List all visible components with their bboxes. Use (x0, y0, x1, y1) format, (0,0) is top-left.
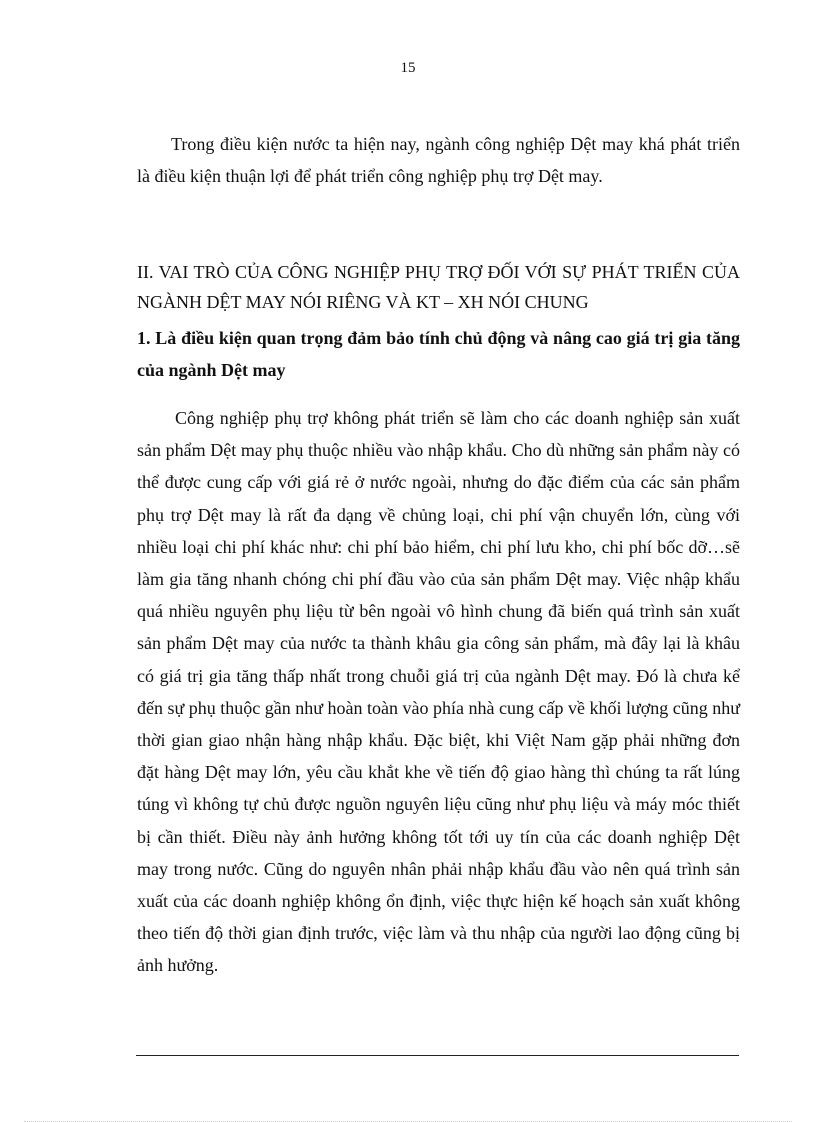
footer-divider (136, 1055, 739, 1056)
page-number: 15 (400, 60, 416, 76)
body-paragraph: Công nghiệp phụ trợ không phát triển sẽ làm cho các doanh nghiệp sản xuất sản phẩm Dệt may phụ thuộc nhiều vào nhập khẩu. Cho dù những sản phẩm này có thể được cung cấp với giá rẻ ở nước ngoài, nhưng do đặc điểm của các sản phẩm phụ trợ Dệt may là rất đa dạng về chủng loại, chi phí vận chuyển lớn, cùng với nhiều loại chi phí khác như: chi phí bảo hiểm, chi phí lưu kho, chi phí bốc dỡ…sẽ làm gia tăng nhanh chóng chi phí đầu vào của sản phẩm Dệt may. Việc nhập khẩu quá nhiều nguyên phụ liệu từ bên ngoài vô hình chung đã biến quá trình sản xuất sản phẩm Dệt may của nước ta thành khâu gia công sản phẩm, mà đây lại là khâu có giá trị gia tăng thấp nhất trong chuỗi giá trị của ngành Dệt may. Đó là chưa kể đến sự phụ thuộc gần như hoàn toàn vào phía nhà cung cấp về khối lượng cũng như thời gian giao nhận hàng nhập khẩu. Đặc biệt, khi Việt Nam gặp phải những đơn đặt hàng Dệt may lớn, yêu cầu khắt khe về tiến độ giao hàng thì chúng ta rất lúng túng vì không tự chủ được nguồn nguyên liệu cũng như phụ liệu và máy móc thiết bị cần thiết. Điều này ảnh hưởng không tốt tới uy tín của các doanh nghiệp Dệt may trong nước. Cũng do nguyên nhân phải nhập khẩu đầu vào nên quá trình sản xuất của các doanh nghiệp không ổn định, việc thực hiện kế hoạch sản xuất không theo tiến độ thời gian định trước, việc làm và thu nhập của người lao động cũng bị ảnh hưởng. (137, 408, 740, 976)
sub-heading: 1. Là điều kiện quan trọng đảm bảo tính chủ động và nâng cao giá trị gia tăng của ngành Dệt may (137, 328, 740, 380)
intro-paragraph: Trong điều kiện nước ta hiện nay, ngành công nghiệp Dệt may khá phát triển là điều kiện thuận lợi để phát triển công nghiệp phụ trợ Dệt may. (137, 134, 740, 187)
page-edge-divider (24, 1121, 792, 1122)
section-heading: II. VAI TRÒ CỦA CÔNG NGHIỆP PHỤ TRỢ ĐỐI VỚI SỰ PHÁT TRIỂN CỦA NGÀNH DỆT MAY NÓI RIÊNG VÀ KT – XH NÓI CHUNG (137, 262, 740, 312)
